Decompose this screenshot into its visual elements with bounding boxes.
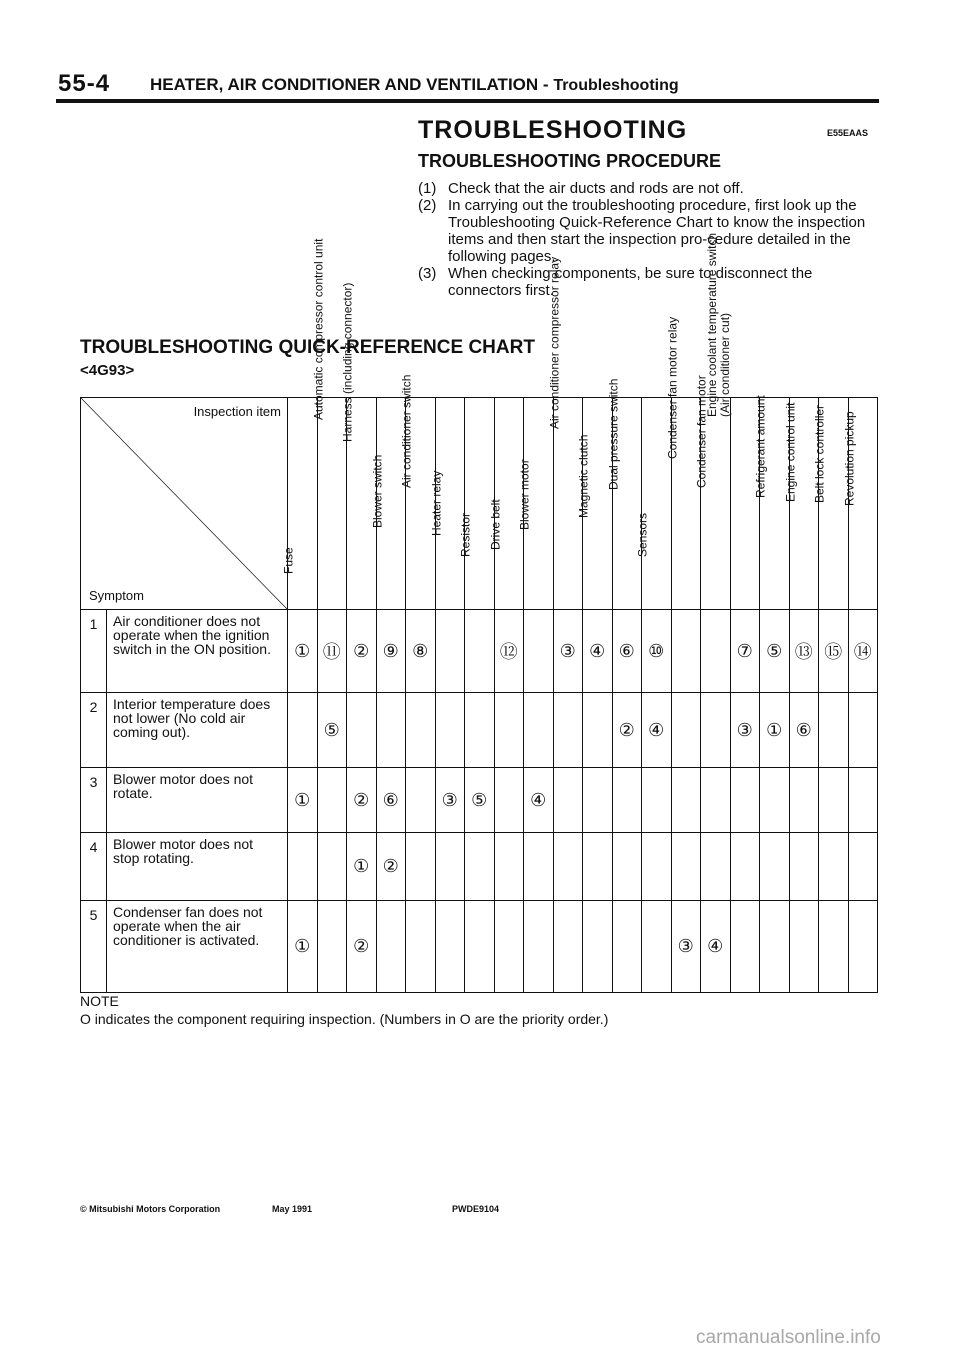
inspection-item-label: Fuse: [281, 547, 296, 575]
priority-cell: [317, 693, 347, 768]
priority-cell: [848, 833, 878, 901]
priority-cell: [347, 768, 377, 833]
priority-mark: ④: [530, 789, 547, 810]
priority-cell: [288, 693, 318, 768]
priority-mark: ⑤: [323, 719, 340, 740]
watermark: carmanualsonline.info: [696, 1327, 881, 1348]
priority-mark: ①: [294, 936, 311, 956]
priority-cell: [848, 901, 878, 993]
priority-cell: [465, 693, 495, 768]
priority-mark: ⑥: [795, 719, 812, 740]
priority-cell: [376, 610, 406, 693]
diagonal-line: [81, 398, 287, 609]
inspection-item-label: Refrigerant amount: [753, 395, 768, 499]
chart-corner-cell: [81, 398, 288, 610]
note-label: NOTE: [80, 993, 119, 1009]
priority-cell: [317, 833, 347, 901]
inspection-item-label: Automatic compressor control unit: [311, 238, 326, 420]
inspection-item-label: Dual pressure switch: [606, 378, 621, 490]
inspection-item-header: [842, 398, 878, 610]
priority-mark: ⑬: [794, 642, 813, 662]
priority-mark: ⑥: [382, 789, 399, 810]
priority-cell: [612, 901, 642, 993]
priority-cell: [789, 610, 819, 693]
priority-cell: [730, 693, 760, 768]
priority-cell: [701, 768, 731, 833]
priority-mark: ①: [766, 719, 783, 740]
inspection-item-label: Air conditioner compressor relay: [547, 256, 562, 429]
priority-mark: ⑦: [736, 640, 753, 661]
running-header: [150, 75, 679, 95]
priority-cell: [760, 610, 790, 693]
priority-cell: [730, 833, 760, 901]
priority-cell: [583, 610, 613, 693]
priority-cell: [494, 833, 524, 901]
priority-cell: [494, 610, 524, 693]
priority-mark: ⑪: [322, 642, 341, 662]
inspection-item-label: Resistor: [458, 512, 473, 557]
priority-cell: [465, 768, 495, 833]
priority-cell: [789, 901, 819, 993]
symptom-row: [81, 768, 878, 833]
priority-cell: [553, 610, 583, 693]
priority-cell: [789, 833, 819, 901]
symptom-number: 4: [81, 833, 107, 901]
priority-cell: [819, 901, 849, 993]
step-number: (1): [418, 180, 437, 197]
inspection-item-label: Sensors: [635, 512, 650, 557]
priority-cell: [435, 901, 465, 993]
priority-cell: [612, 768, 642, 833]
chart-title: TROUBLESHOOTING QUICK-REFERENCE CHART: [80, 337, 535, 358]
priority-cell: [760, 693, 790, 768]
priority-cell: [612, 833, 642, 901]
inspection-item-label: Revolution pickup: [842, 411, 857, 507]
inspection-item-label: Inspection item: [193, 404, 281, 419]
priority-mark: ⑥: [618, 640, 635, 661]
footer-code: PWDE9104: [452, 1204, 500, 1214]
priority-cell: [494, 901, 524, 993]
priority-cell: [701, 901, 731, 993]
inspection-item-header: [429, 398, 465, 610]
priority-cell: [730, 901, 760, 993]
step-text: In carrying out the troubleshooting procedure, first look up the Troubleshooting Quick-Reference Chart to know the inspection items and then start the inspection pro-cedure detailed in the following pages.: [448, 197, 866, 265]
inspection-item-header: [517, 398, 554, 610]
priority-cell: [406, 768, 436, 833]
priority-cell: [642, 901, 672, 993]
inspection-item-label: Drive belt: [488, 499, 503, 551]
priority-cell: [730, 768, 760, 833]
priority-cell: [583, 693, 613, 768]
priority-cell: [288, 610, 318, 693]
priority-cell: [524, 693, 554, 768]
symptom-text: Air conditioner does not operate when the ignition switch in the ON position.: [107, 610, 288, 693]
priority-cell: [671, 693, 701, 768]
priority-cell: [435, 833, 465, 901]
priority-cell: [347, 833, 377, 901]
priority-cell: [701, 833, 731, 901]
inspection-item-label: Heater relay: [429, 470, 444, 536]
priority-cell: [347, 610, 377, 693]
symptom-row: [81, 901, 878, 993]
priority-cell: [317, 610, 347, 693]
priority-cell: [612, 693, 642, 768]
step-number: (2): [418, 197, 437, 214]
priority-cell: [642, 693, 672, 768]
symptom-text: Blower motor does not rotate.: [107, 768, 288, 833]
inspection-item-label: Condenser fan motor relay: [665, 316, 680, 459]
section-code: E55EAAS: [827, 128, 869, 138]
symptom-row: [81, 693, 878, 768]
priority-mark: ②: [353, 936, 370, 956]
priority-cell: [494, 693, 524, 768]
header-rule: [56, 99, 879, 103]
symptom-row: [81, 833, 878, 901]
priority-cell: [288, 768, 318, 833]
priority-mark: ③: [677, 936, 694, 956]
step-number: (3): [418, 265, 437, 282]
inspection-item-label: Blower switch: [370, 454, 385, 528]
priority-cell: [819, 768, 849, 833]
priority-cell: [465, 833, 495, 901]
priority-cell: [583, 901, 613, 993]
priority-cell: [848, 768, 878, 833]
priority-cell: [376, 693, 406, 768]
priority-cell: [848, 693, 878, 768]
priority-cell: [760, 833, 790, 901]
priority-cell: [376, 768, 406, 833]
symptom-label: Symptom: [89, 588, 144, 603]
priority-cell: [288, 833, 318, 901]
inspection-item-header: [281, 398, 318, 610]
priority-mark: ③: [559, 640, 576, 661]
priority-cell: [819, 693, 849, 768]
priority-cell: [642, 610, 672, 693]
priority-cell: [524, 610, 554, 693]
priority-cell: [406, 610, 436, 693]
priority-cell: [465, 901, 495, 993]
symptom-text: Condenser fan does not operate when the air conditioner is activated.: [107, 901, 288, 993]
priority-cell: [789, 768, 819, 833]
priority-cell: [465, 610, 495, 693]
inspection-item-label: Condenser fan motor: [694, 375, 709, 489]
priority-cell: [612, 610, 642, 693]
chart-body: [81, 610, 878, 993]
step-text: When checking components, be sure to disconnect the connectors first.: [448, 265, 813, 299]
priority-cell: [671, 768, 701, 833]
priority-cell: [819, 833, 849, 901]
section-title: HEATER, AIR CONDITIONER AND VENTILATION: [150, 75, 539, 94]
priority-cell: [376, 833, 406, 901]
priority-cell: [671, 833, 701, 901]
priority-cell: [642, 768, 672, 833]
priority-cell: [435, 768, 465, 833]
priority-mark: ⑨: [382, 640, 399, 661]
priority-cell: [553, 901, 583, 993]
priority-cell: [347, 901, 377, 993]
priority-mark: ①: [353, 856, 370, 876]
note-text: O indicates the component requiring inspection. (Numbers in O are the priority order.): [80, 1011, 609, 1027]
symptom-number: 5: [81, 901, 107, 993]
priority-mark: ①: [294, 640, 311, 661]
priority-cell: [701, 610, 731, 693]
inspection-item-label: Engine control unit: [783, 402, 798, 502]
priority-mark: ⑩: [648, 640, 665, 661]
priority-cell: [524, 901, 554, 993]
inspection-item-label: Magnetic clutch: [576, 434, 591, 518]
priority-mark: ④: [589, 640, 606, 661]
priority-mark: ⑫: [499, 642, 518, 662]
inspection-item-label: Harness (including connector): [340, 282, 355, 442]
procedure-title: TROUBLESHOOTING PROCEDURE: [418, 151, 722, 171]
inspection-item-header: [606, 378, 642, 610]
priority-cell: [553, 833, 583, 901]
inspection-item-label: Engine coolant temperature switch (Air conditioner cut): [704, 232, 732, 417]
inspection-item-header: [694, 375, 731, 610]
priority-cell: [701, 693, 731, 768]
priority-mark: ⑭: [853, 642, 872, 662]
priority-cell: [494, 768, 524, 833]
priority-mark: ⑤: [471, 789, 488, 810]
priority-mark: ①: [294, 789, 311, 810]
priority-cell: [583, 768, 613, 833]
priority-cell: [819, 610, 849, 693]
procedure-step: [418, 265, 884, 299]
priority-mark: ⑧: [412, 640, 429, 661]
inspection-item-label: Air conditioner switch: [399, 374, 414, 488]
priority-cell: [435, 693, 465, 768]
subsection-title: Troubleshooting: [553, 77, 679, 94]
priority-cell: [406, 693, 436, 768]
header-separator: -: [542, 75, 549, 94]
priority-mark: ③: [736, 719, 753, 740]
priority-cell: [376, 901, 406, 993]
procedure-step: [418, 180, 884, 197]
symptom-number: 1: [81, 610, 107, 693]
priority-cell: [524, 768, 554, 833]
priority-cell: [848, 610, 878, 693]
priority-cell: [553, 768, 583, 833]
priority-cell: [317, 901, 347, 993]
priority-cell: [583, 833, 613, 901]
symptom-row: [81, 610, 878, 693]
inspection-item-label: Blower motor: [517, 459, 532, 531]
priority-mark: ②: [382, 856, 399, 876]
priority-cell: [760, 901, 790, 993]
priority-mark: ④: [648, 719, 665, 740]
page-number: 55-4: [58, 70, 111, 97]
inspection-item-label: Belt lock controller: [812, 404, 827, 503]
priority-cell: [524, 833, 554, 901]
priority-cell: [406, 833, 436, 901]
priority-mark: ②: [353, 640, 370, 661]
symptom-text: Blower motor does not stop rotating.: [107, 833, 288, 901]
priority-cell: [671, 610, 701, 693]
priority-mark: ③: [441, 789, 458, 810]
step-text: Check that the air ducts and rods are not off.: [448, 180, 744, 197]
priority-cell: [642, 833, 672, 901]
priority-cell: [789, 693, 819, 768]
priority-mark: ⑤: [766, 640, 783, 661]
priority-mark: ④: [707, 936, 724, 956]
priority-cell: [671, 901, 701, 993]
priority-cell: [553, 693, 583, 768]
symptom-text: Interior temperature does not lower (No cold air coming out).: [107, 693, 288, 768]
page-title: TROUBLESHOOTING: [418, 116, 688, 144]
priority-cell: [730, 610, 760, 693]
procedure-step: [418, 197, 884, 265]
priority-cell: [317, 768, 347, 833]
priority-mark: ②: [618, 719, 635, 740]
footer-copyright: © Mitsubishi Motors Corporation: [80, 1204, 221, 1214]
procedure-steps: [418, 180, 884, 299]
priority-cell: [435, 610, 465, 693]
chart-header-row: [81, 398, 878, 610]
footer-date: May 1991: [272, 1204, 313, 1214]
priority-cell: [760, 768, 790, 833]
engine-label: <4G93>: [80, 362, 135, 379]
symptom-number: 2: [81, 693, 107, 768]
priority-mark: ⑮: [824, 642, 843, 662]
priority-cell: [347, 693, 377, 768]
symptom-number: 3: [81, 768, 107, 833]
priority-mark: ②: [353, 789, 370, 810]
priority-cell: [288, 901, 318, 993]
priority-cell: [406, 901, 436, 993]
